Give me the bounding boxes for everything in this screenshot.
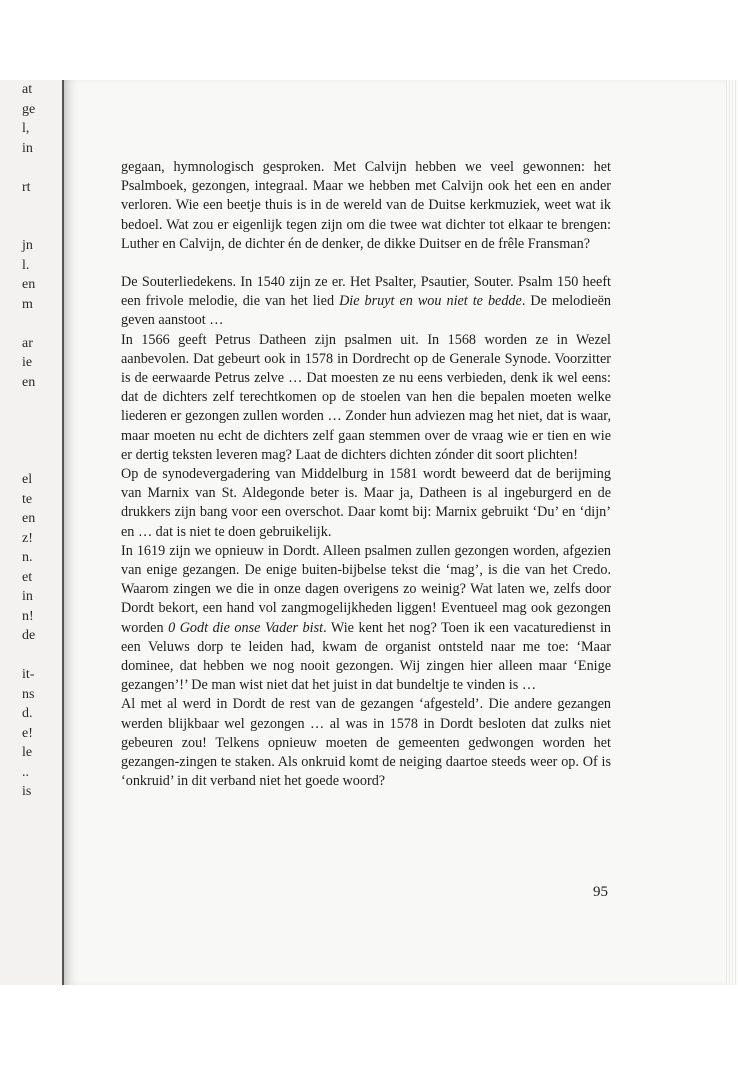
left-page-fragment: el [22,472,33,487]
left-page-fragment: d. [22,706,33,721]
page-edge [726,80,738,985]
left-page-fragment: in [22,140,33,156]
left-page-fragment [22,158,62,178]
paragraph [121,273,611,331]
body-text [121,158,611,792]
left-page-fragment: ge [22,101,36,117]
text-segment: In 1566 geeft Petrus Datheen zijn psalmen uit. In 1568 worden ze in Wezel aanbevolen. Dat gebeurt ook in 1578 in Dordrecht op de Generale Synode. Voorzitter is de eerwaarde Petrus zelve … Dat moesten ze nu eens verbieden, denk ik wel eens: dat de dichters zelf terechtkomen op de stoelen van hen die bepalen moeten welke liederen er gezongen zullen worden … Zonder hun adviezen mag het niet, dat is waar, maar moeten nu echt de dichters zelf gaan stemmen over de vraag wie er tien en wie er dertig teksten leveren mag? Laat de dichters dichten zónder dit soort plichten! [121,331,611,463]
text-segment: De Souterliedekens. In 1540 zijn ze er. Het Psalter, Psautier, Souter. Psalm 150 heeft een frivole melodie, die van het lied [121,274,611,310]
left-page-fragment: m [22,296,33,312]
left-page-fragment: rt [22,179,31,195]
text-segment: In 1619 zijn we opnieuw in Dordt. Alleen psalmen zullen gezongen worden, afgezien van enige gezangen. De enige buiten-bijbelse tekst die ‘mag’, is die van het Credo. Waarom zingen we die in onze dagen overigens zo weinig? Wat laten we, zelfs door Dordt bekort, een hand vol zangmogelijkheden liggen! Eventueel mag ook gezongen worden [121,542,611,636]
left-page-fragment: et [22,569,33,585]
left-page [0,80,62,985]
left-page-fragment: ns [22,686,35,702]
left-page-fragment: n! [22,608,34,624]
paragraph [121,465,611,542]
left-page-fragment: is [22,784,32,799]
left-page-fragment [22,412,62,432]
left-page-fragment [22,431,62,451]
left-page-fragment: e! [22,725,33,741]
left-page-fragment: n. [22,550,33,565]
text-segment: . De melodieën geven aanstoot … [121,293,611,329]
left-page-fragment: it- [22,667,35,682]
paragraph [121,158,611,254]
left-page-fragment: at [22,82,33,97]
left-page-fragment: de [22,628,36,643]
left-page-fragment: le [22,745,33,760]
text-segment: gegaan, hymnologisch gesproken. Met Calvijn hebben we veel gewonnen: het Psalmboek, gezongen, integraal. Maar we hebben met Calvijn ook het een en ander verloren. Wie een beetje thuis is in de wereld van de Duitse kerkmuziek, weet wat ik bedoel. Wat zou er eigenlijk tegen zijn om die twee wat dichter tot elkaar te brengen: Luther en Calvijn, de dichter én de denker, de dikke Duitser en de frêle Fransman? [121,159,611,252]
left-page-fragment: en [22,277,36,292]
text-segment: . Wie kent het nog? Toen ik een vacaturedienst in een Veluws dorp te leiden had, kwam de organist ontsteld naar me toe: ‘Maar dominee, dat hebben we nog nooit gezongen. Wij zingen hier alleen maar ‘Enige gezangen’!’ De man wist niet dat het juist in dat bundeltje te vinden is … [121,619,611,694]
left-page-fragment: ar [22,335,33,351]
left-page-fragment [22,197,62,217]
italic-title: Die bruyt en wou niet te bedde [339,293,522,310]
left-page-fragment: jn [22,238,33,253]
italic-title: 0 Godt die onse Vader bist [168,619,324,636]
left-page-fragment [22,646,62,666]
left-page-fragment: ie [22,355,33,370]
left-page-fragment: l. [22,257,30,273]
page-number: 95 [593,884,608,900]
left-page-fragment [22,451,62,471]
left-page-fragment: in [22,589,33,604]
left-page-fragment: en [22,511,36,526]
left-page-fragment [22,392,62,412]
text-segment: Al met al werd in Dordt de rest van de gezangen ‘afgesteld’. Die andere gezangen werden blijkbaar wel gezongen … al was in 1578 in Dordt besloten dat zulks niet gebeuren zou! Telkens opnieuw moeten de gemeenten gedwongen worden het gezangen-zingen te staken. Als onkruid komt de neiging daartoe steeds weer op. Of is ‘onkruid’ in dit verband niet het goede woord? [121,696,611,790]
left-page-fragment: en [22,374,36,390]
left-page-fragment [22,217,62,237]
left-page-text-fragments [22,80,62,802]
text-segment: Op de synodevergadering van Middelburg in 1581 wordt beweerd dat de berijming van Marnix van St. Aldegonde beter is. Maar ja, Datheen is al ingeburgerd en de drukkers zijn bang voor een overschot. Daar komt bij: Marnix gebruikt ‘Du’ en ‘dijn’ en … dat is niet te doen gebruikelijk. [121,466,611,540]
paragraph [121,331,611,465]
paragraph [121,542,611,696]
left-page-fragment: .. [22,764,29,780]
left-page-fragment: te [22,491,33,507]
left-page-fragment: l, [22,121,30,136]
left-page-fragment: z! [22,530,33,546]
left-page-fragment [22,314,62,334]
paragraph [121,695,611,791]
